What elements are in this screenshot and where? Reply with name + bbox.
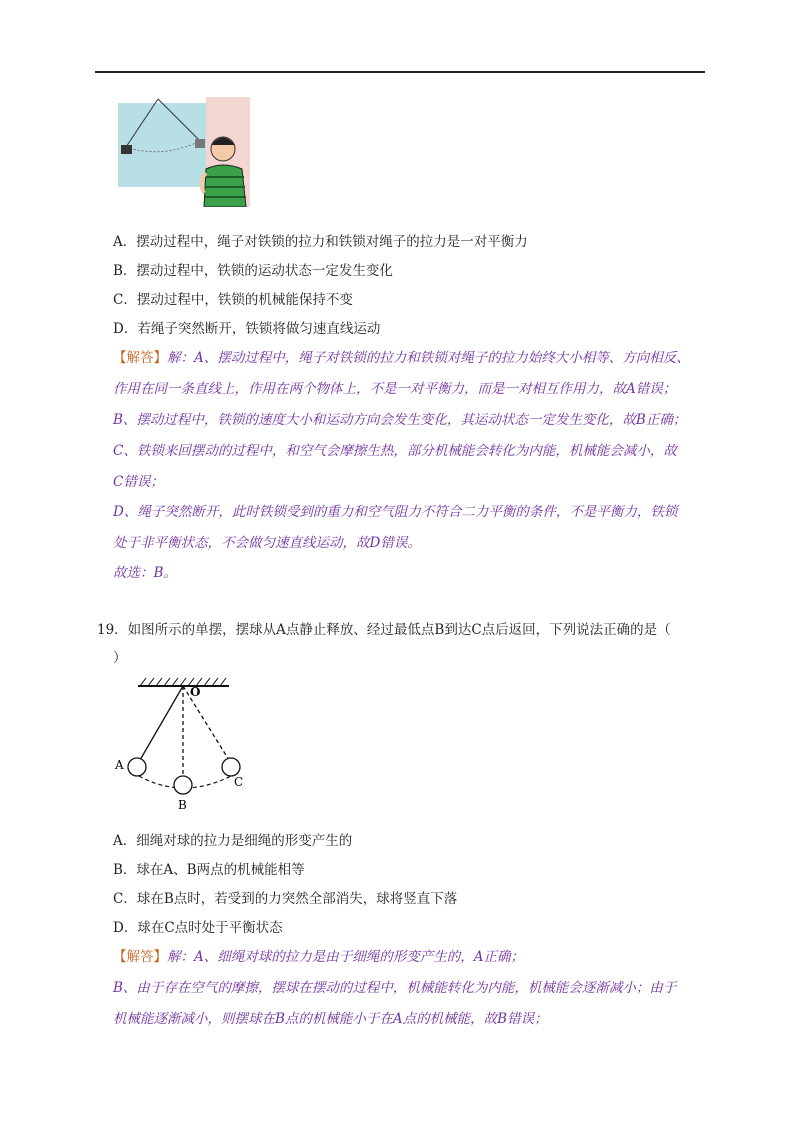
q19-option-a: A．细绳对球的拉力是细绳的形变产生的 (113, 833, 353, 849)
q18-answer-line: C、铁锁来回摆动的过程中，和空气会摩擦生热，部分机械能会转化为内能，机械能会减小，故 (113, 443, 677, 459)
label-o: O (190, 685, 201, 699)
q18-answer-line: 故选：B。 (113, 565, 177, 581)
simple-pendulum-diagram (113, 672, 248, 817)
q18-option-b: B．摆动过程中，铁锁的运动状态一定发生变化 (113, 263, 393, 279)
q19-answer-line: 机械能逐渐减小，则摆球在B点的机械能小于在A点的机械能，故B错误； (113, 1011, 548, 1027)
q18-option-c: C．摆动过程中，铁锁的机械能保持不变 (113, 292, 353, 308)
q18-answer-line: 【解答】解：A、摆动过程中，绳子对铁锁的拉力和铁锁对绳子的拉力始终大小相等、方向相反、 (113, 350, 690, 366)
pendulum-lock-illustration (118, 97, 250, 207)
label-c: C (234, 775, 244, 789)
q19-answer-line: B、由于存在空气的摩擦，摆球在摆动的过程中，机械能转化为内能，机械能会逐渐减小；由于 (113, 980, 677, 996)
q19-option-c: C．球在B点时，若受到的力突然全部消失，球将竖直下落 (113, 891, 458, 907)
label-a: A (115, 758, 124, 772)
q19-option-d: D．球在C点时处于平衡状态 (113, 920, 283, 936)
label-b: B (178, 798, 187, 812)
q18-option-d: D．若绳子突然断开，铁锁将做匀速直线运动 (113, 321, 381, 337)
q19-answer-line: 【解答】解：A、细绳对球的拉力是由于细绳的形变产生的，A正确； (113, 949, 524, 965)
q18-answer-line: D、绳子突然断开，此时铁锁受到的重力和空气阻力不符合二力平衡的条件，不是平衡力，铁锁 (113, 504, 678, 520)
q19-answer-tag: 【解答】 (113, 949, 167, 965)
header-rule (95, 71, 705, 73)
q18-answer-tag: 【解答】 (113, 350, 167, 366)
q19-stem: 19．如图所示的单摆，摆球从A点静止释放、经过最低点B到达C点后返回，下列说法正确的是（ (97, 622, 671, 638)
q18-answer-line: B、摆动过程中，铁锁的速度大小和运动方向会发生变化，其运动状态一定发生变化，故B正确； (113, 412, 687, 428)
q18-answer-line: 处于非平衡状态，不会做匀速直线运动，故D错误。 (113, 535, 421, 551)
q18-answer-line: C错误； (113, 474, 164, 490)
q18-option-a: A．摆动过程中，绳子对铁锁的拉力和铁锁对绳子的拉力是一对平衡力 (113, 234, 528, 250)
q19-option-b: B．球在A、B两点的机械能相等 (113, 862, 305, 878)
q19-stem-close: ） (113, 650, 127, 666)
q18-answer-line: 作用在同一条直线上，作用在两个物体上，不是一对平衡力，而是一对相互作用力，故A错误； (113, 381, 677, 397)
